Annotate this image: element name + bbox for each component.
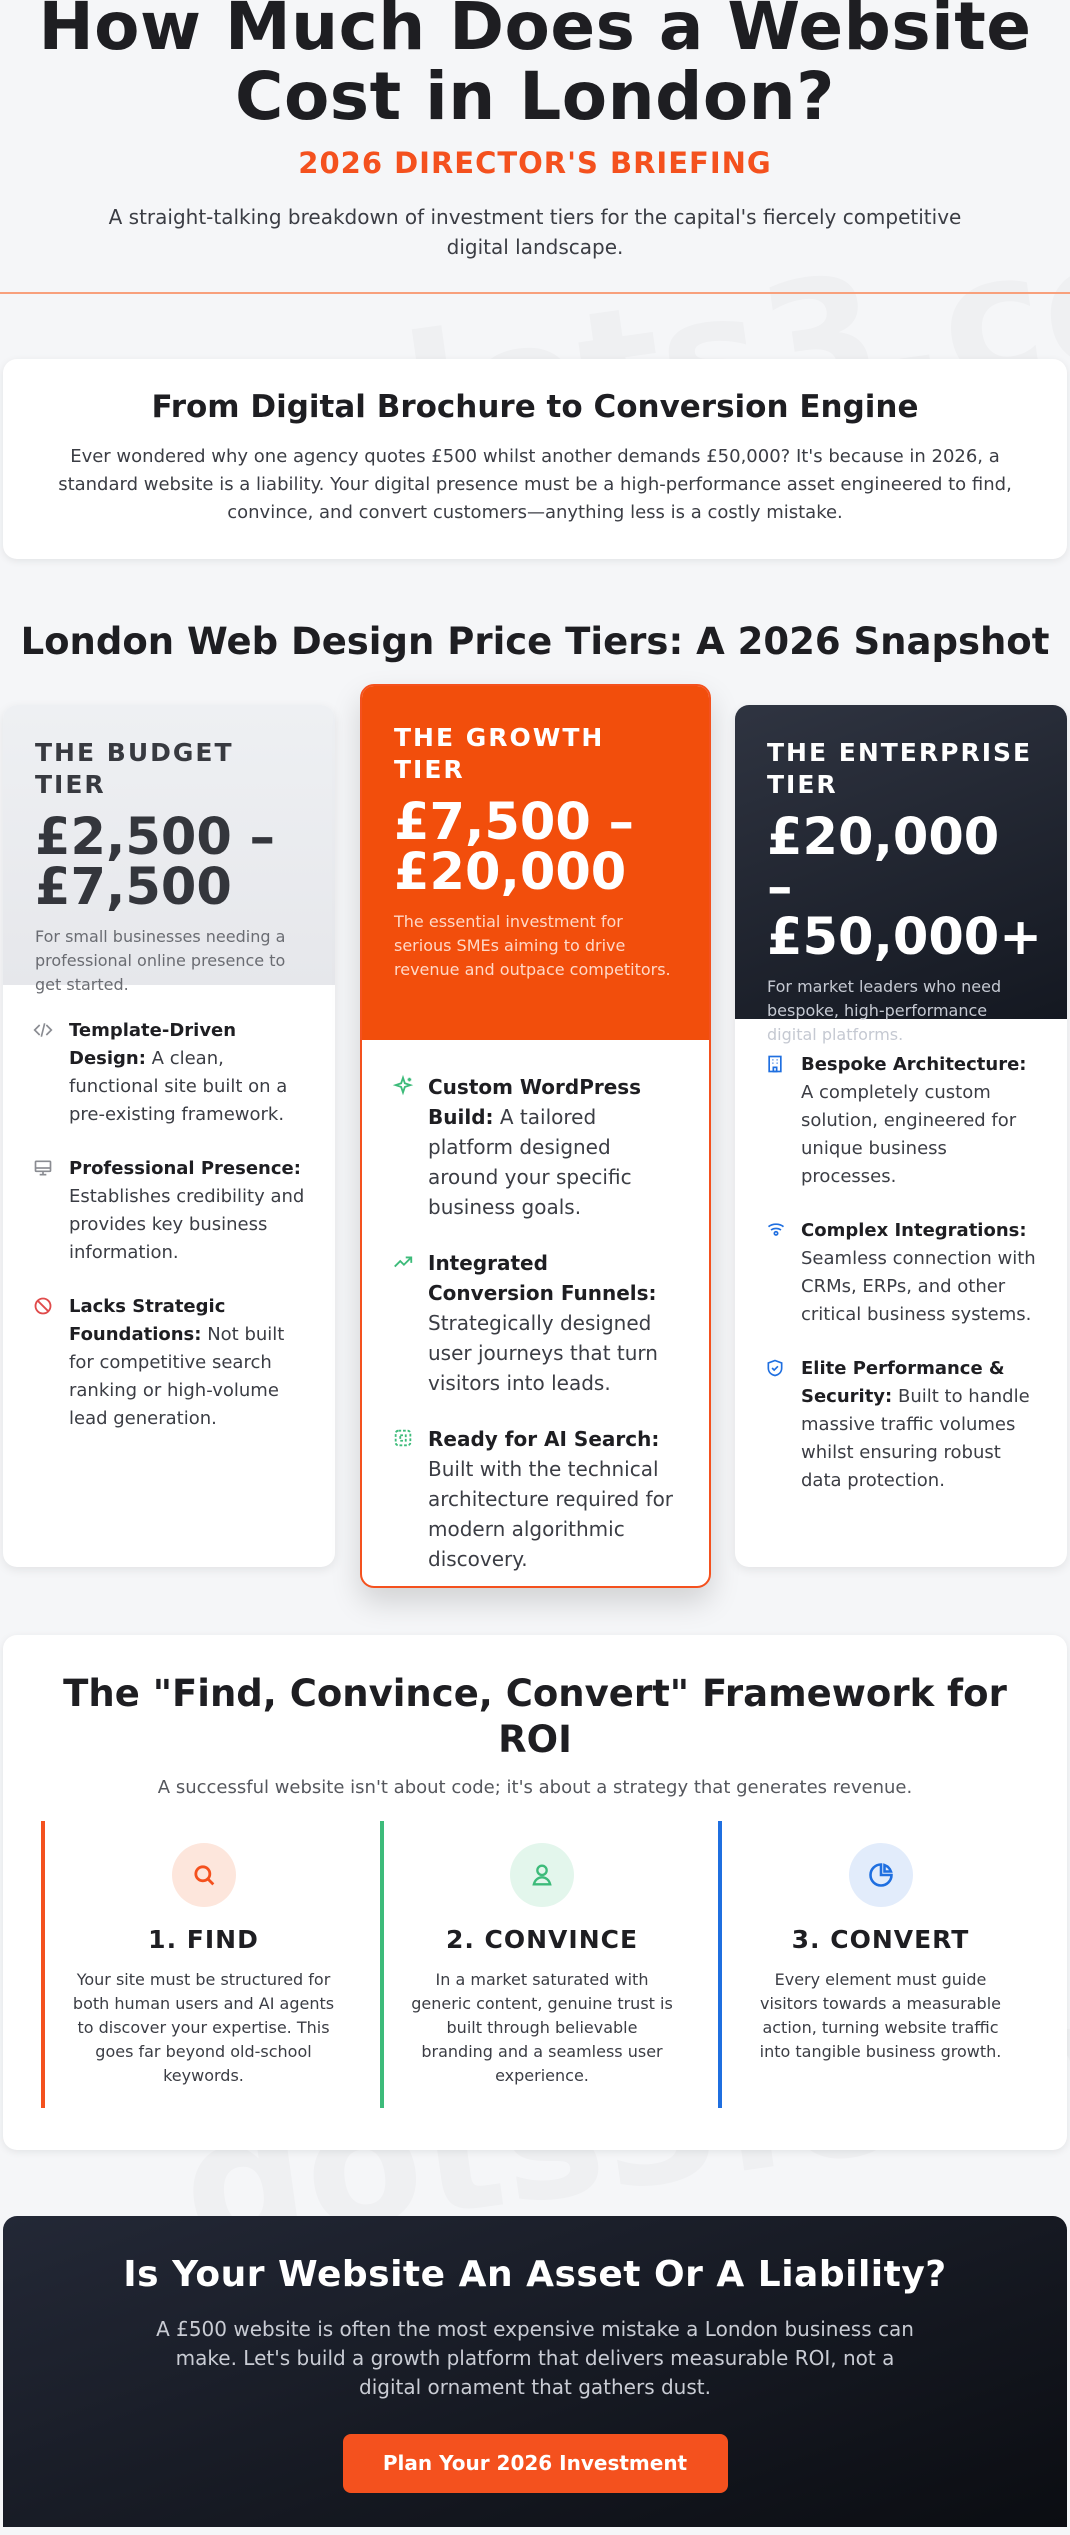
feature-text: A completely custom solution, engineered for unique business processes. [801,1082,1017,1187]
tier-price: £7,500 – £20,000 [394,793,635,902]
list-item [392,1072,679,1222]
cta-title: Is Your Website An Asset Or A Liability? [123,2254,947,2295]
monitor-icon [33,1155,69,1187]
plan-investment-button[interactable]: Plan Your 2026 Investment [343,2434,728,2493]
list-item [765,1217,1037,1329]
tier-header [3,705,335,994]
intro-card [3,359,1067,559]
bot-icon [392,1424,428,1457]
tiers-title: London Web Design Price Tiers: A 2026 Snapshot [20,620,1050,663]
tier-header [735,705,1067,1044]
framework-card [3,1635,1067,2150]
framework-title: The "Find, Convince, Convert" Framework for ROI [63,1672,1007,1761]
title-line-1: How Much Does a Website [38,0,1032,65]
tier-name: THE GROWTH TIER [394,723,605,784]
accent-bar [41,1821,45,2108]
tier-name: THE BUDGET TIER [35,738,234,799]
tier-subtitle: The essential investment for serious SMEs aiming to drive revenue and outpace competitors. [394,912,671,979]
cta-section [3,2216,1067,2527]
enterprise-tier-card [735,705,1067,1567]
framework-subtitle: A successful website isn't about code; it's about a strategy that generates revenue. [157,1777,913,1798]
growth-tier-card [360,684,711,1588]
title-line-2: Cost in London? [235,58,835,135]
pie-chart-icon [849,1843,913,1907]
tier-subtitle: For small businesses needing a professional online presence to get started. [35,927,286,994]
step-text: Your site must be structured for both human users and AI agents to discover your expertise. This goes far beyond old-school keywords. [72,1970,335,2085]
kicker: 2026 DIRECTOR'S BRIEFING [298,146,772,180]
step-convince [380,1821,705,2108]
list-item [33,1155,305,1267]
lede: A straight-talking breakdown of investment tiers for the capital's fiercely competitive digital landscape. [108,205,962,259]
step-title: 1. FIND [148,1925,259,1954]
list-item [33,1017,305,1129]
sparkle-icon [392,1072,428,1105]
feature-text: Built to handle massive traffic volumes whilst ensuring robust data protection. [801,1386,1030,1491]
tier-header [362,686,709,1040]
building-icon [765,1051,801,1083]
feature-title: Custom WordPress Build: [428,1075,642,1129]
feature-text: Seamless connection with CRMs, ERPs, and other critical business systems. [801,1248,1036,1325]
ban-icon [33,1293,69,1325]
list-item [33,1293,305,1433]
step-find [41,1821,366,2108]
tier-name: THE ENTERPRISE TIER [767,738,1033,799]
feature-text: Built with the technical architecture required for modern algorithmic discovery. [428,1457,674,1571]
cta-body: A £500 website is often the most expensive mistake a London business can make. Let's build a growth platform that delivers measurable ROI, not a digital ornament that gathers dust. [156,2317,914,2399]
feature-text: Not built for competitive search ranking or high-volume lead generation. [69,1324,285,1429]
intro-title: From Digital Brochure to Conversion Engine [151,389,919,425]
feature-text: Establishes credibility and provides key business information. [69,1186,305,1263]
user-icon [510,1843,574,1907]
step-text: In a market saturated with generic content, genuine trust is built through believable branding and a seamless user experience. [411,1970,673,2085]
feature-title: Lacks Strategic Foundations: [69,1296,226,1345]
tier-price: £2,500 – £7,500 [35,808,276,917]
feature-title: Elite Performance & Security: [801,1358,1005,1407]
feature-title: Professional Presence: [69,1158,301,1179]
page-title [0,0,1070,135]
list-item [765,1051,1037,1191]
feature-text: A tailored platform designed around your specific business goals. [428,1105,632,1219]
feature-text: A clean, functional site built on a pre-existing framework. [69,1048,288,1125]
list-item [765,1355,1037,1495]
tier-price: £20,000 – £50,000+ [767,808,1043,967]
shield-icon [765,1355,801,1387]
accent-bar [718,1821,722,2108]
list-item [392,1248,679,1398]
feature-title: Ready for AI Search: [428,1427,660,1451]
accent-bar [380,1821,384,2108]
feature-title: Template-Driven Design: [69,1020,237,1069]
network-icon [765,1217,801,1249]
feature-list [735,1051,1067,1495]
feature-list [3,1017,335,1433]
tier-subtitle: For market leaders who need bespoke, high-performance digital platforms. [767,977,1002,1044]
framework-steps [41,1821,1043,2108]
step-text: Every element must guide visitors towards a measurable action, turning website traffic into tangible business growth. [759,1970,1002,2061]
search-icon [172,1843,236,1907]
trend-up-icon [392,1248,428,1281]
divider [0,292,1070,294]
step-convert [718,1821,1043,2108]
intro-body: Ever wondered why one agency quotes £500 whilst another demands £50,000? It's because in 2026, a standard website is a liability. Your digital presence must be a high-performance asset engineered to find, convince, and convert customers—anything less is a costly mistake. [58,446,1012,523]
step-title: 3. CONVERT [791,1925,970,1954]
step-title: 2. CONVINCE [445,1925,639,1954]
feature-list [362,1072,709,1574]
feature-title: Complex Integrations: [801,1220,1027,1241]
list-item [392,1424,679,1574]
feature-title: Bespoke Architecture: [801,1054,1027,1075]
hero [0,0,1070,294]
feature-text: Strategically designed user journeys that turn visitors into leads. [428,1311,658,1395]
code-icon [33,1017,69,1049]
budget-tier-card [3,705,335,1567]
feature-title: Integrated Conversion Funnels: [428,1251,657,1305]
